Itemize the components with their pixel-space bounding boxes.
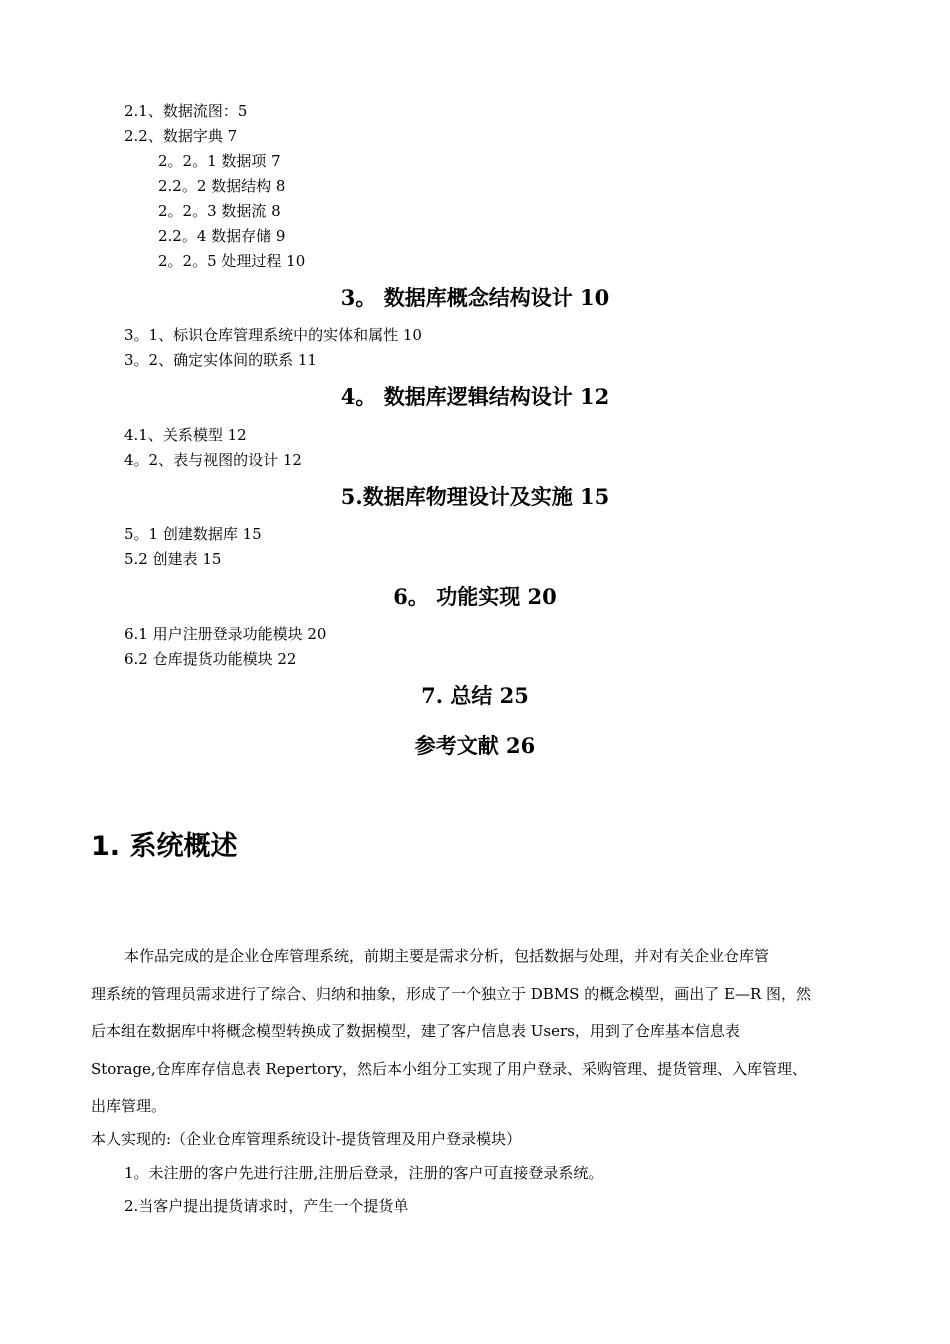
toc-entry[interactable]: 6.1 用户注册登录功能模块 20 xyxy=(124,625,327,643)
toc-heading[interactable]: 6。 功能实现 20 xyxy=(393,584,557,609)
body-line: 1。未注册的客户先进行注册,注册后登录，注册的客户可直接登录系统。 xyxy=(124,1164,604,1182)
body-line: 后本组在数据库中将概念模型转换成了数据模型，建了客户信息表 Users，用到了仓库基本信息表 xyxy=(91,1022,740,1040)
toc-entry[interactable]: 2。2。1 数据项 7 xyxy=(158,152,281,170)
body-line: 本作品完成的是企业仓库管理系统，前期主要是需求分析，包括数据与处理，并对有关企业仓库管 xyxy=(124,947,770,965)
body-line: 本人实现的:（企业仓库管理系统设计-提货管理及用户登录模块） xyxy=(91,1130,522,1148)
toc-entry[interactable]: 2.2。2 数据结构 8 xyxy=(158,177,286,195)
body-line: 出库管理。 xyxy=(91,1097,167,1115)
toc-heading[interactable]: 7. 总结 25 xyxy=(421,683,529,708)
toc-entry[interactable]: 3。1、标识仓库管理系统中的实体和属性 10 xyxy=(124,326,422,344)
toc-heading[interactable]: 5.数据库物理设计及实施 15 xyxy=(340,484,610,509)
toc-heading[interactable]: 参考文献 26 xyxy=(414,733,536,758)
toc-entry[interactable]: 5.2 创建表 15 xyxy=(124,550,222,568)
body-line: 理系统的管理员需求进行了综合、归纳和抽象，形成了一个独立于 DBMS 的概念模型，画出了 E—R 图，然 xyxy=(91,985,812,1003)
toc-entry[interactable]: 2.2。4 数据存储 9 xyxy=(158,227,286,245)
toc-heading[interactable]: 4。 数据库逻辑结构设计 12 xyxy=(340,384,610,409)
toc-heading[interactable]: 3。 数据库概念结构设计 10 xyxy=(340,285,610,310)
toc-entry[interactable]: 6.2 仓库提货功能模块 22 xyxy=(124,650,297,668)
toc-entry[interactable]: 4。2、表与视图的设计 12 xyxy=(124,451,302,469)
toc-entry[interactable]: 4.1、关系模型 12 xyxy=(124,426,247,444)
body-line: Storage,仓库库存信息表 Repertory，然后本小组分工实现了用户登录、采购管理、提货管理、入库管理、 xyxy=(91,1060,807,1078)
section-title: 1. 系统概述 xyxy=(91,831,238,862)
toc-entry[interactable]: 3。2、确定实体间的联系 11 xyxy=(124,351,317,369)
toc-entry[interactable]: 2。2。3 数据流 8 xyxy=(158,202,281,220)
toc-entry[interactable]: 2.2、数据字典 7 xyxy=(124,127,238,145)
body-line: 2.当客户提出提货请求时，产生一个提货单 xyxy=(124,1197,409,1215)
toc-entry[interactable]: 5。1 创建数据库 15 xyxy=(124,525,262,543)
toc-entry[interactable]: 2.1、数据流图：5 xyxy=(124,102,248,120)
toc-entry[interactable]: 2。2。5 处理过程 10 xyxy=(158,252,306,270)
